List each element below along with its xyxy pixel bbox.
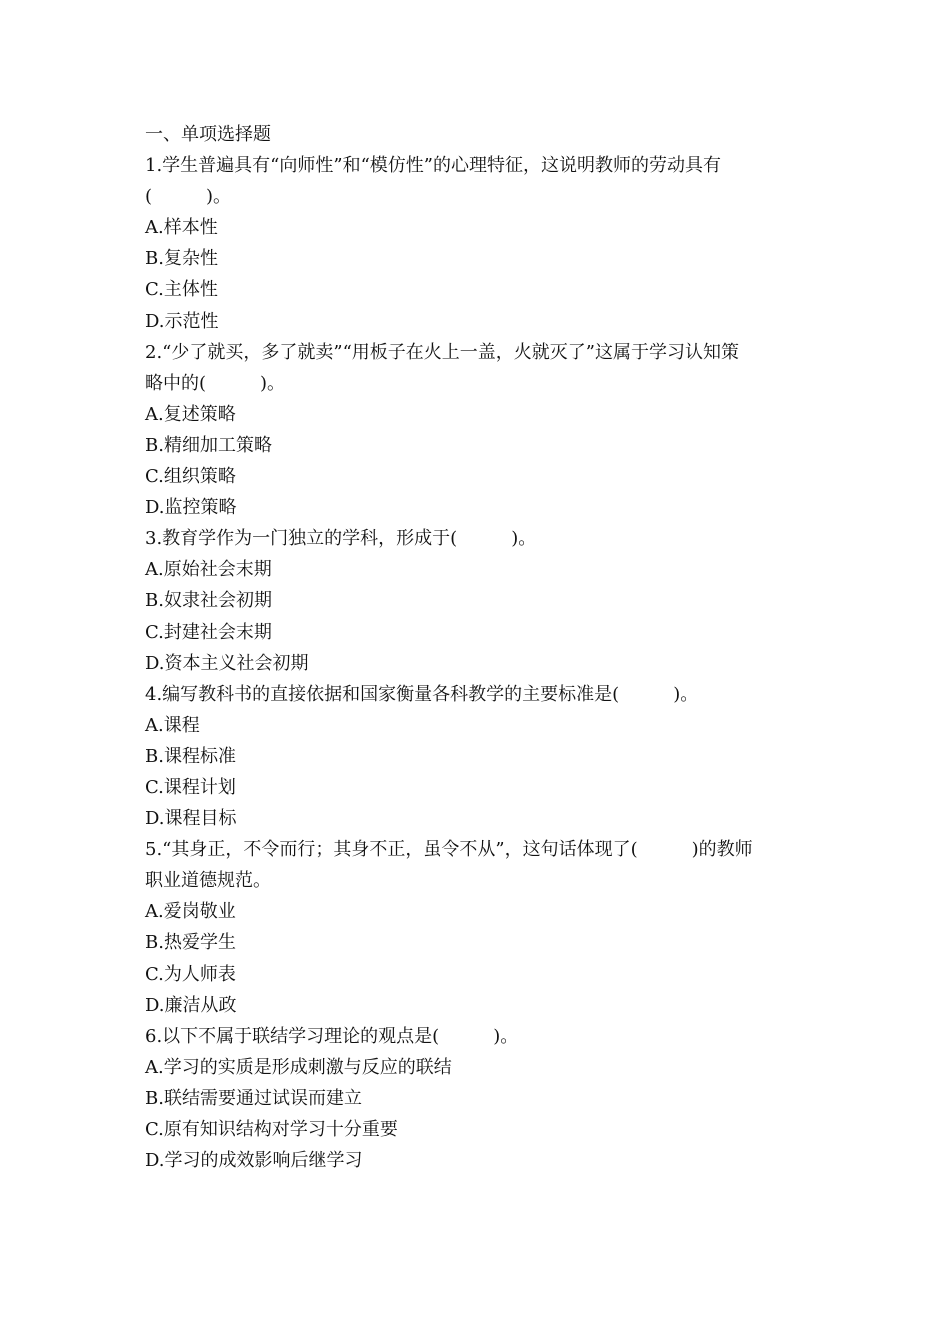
question-stem-line: 职业道德规范。 — [145, 870, 271, 892]
question-stem-line: 4.编写教科书的直接依据和国家衡量各科教学的主要标准是( )。 — [145, 683, 699, 705]
option-c: C.课程计划 — [145, 776, 236, 798]
option-a: A.爱岗敬业 — [145, 901, 236, 923]
option-d: D.廉洁从政 — [145, 994, 237, 1016]
option-b: B.课程标准 — [145, 745, 236, 767]
question-4 — [145, 679, 810, 834]
option-d: D.课程目标 — [145, 808, 237, 830]
option-b: B.复杂性 — [145, 248, 218, 270]
question-1 — [145, 150, 810, 337]
option-c: C.封建社会末期 — [145, 621, 272, 643]
question-stem-line: 3.教育学作为一门独立的学科，形成于( )。 — [145, 528, 537, 550]
option-a: A.复述策略 — [145, 403, 236, 425]
section-title: 一、单项选择题 — [145, 124, 271, 145]
question-5 — [145, 834, 810, 1021]
option-b: B.热爱学生 — [145, 932, 236, 954]
document-page — [145, 119, 810, 1176]
option-c: C.组织策略 — [145, 466, 236, 488]
option-a: A.学习的实质是形成刺激与反应的联结 — [145, 1056, 452, 1078]
question-stem-line: 6.以下不属于联结学习理论的观点是( )。 — [145, 1025, 519, 1047]
option-b: B.奴隶社会初期 — [145, 590, 272, 612]
question-3 — [145, 523, 810, 678]
question-stem-line: 5.“其身正，不令而行；其身不正，虽令不从”，这句话体现了( )的教师 — [145, 839, 753, 861]
option-d: D.监控策略 — [145, 497, 237, 519]
option-c: C.为人师表 — [145, 963, 236, 985]
question-stem-line: 略中的( )。 — [145, 372, 286, 394]
option-b: B.联结需要通过试误而建立 — [145, 1087, 362, 1109]
option-a: A.样本性 — [145, 217, 218, 239]
option-c: C.主体性 — [145, 279, 218, 301]
question-stem-line: 2.“少了就买，多了就卖”“用板子在火上一盖，火就灭了”这属于学习认知策 — [145, 341, 739, 363]
question-stem-line: 1.学生普遍具有“向师性”和“模仿性”的心理特征，这说明教师的劳动具有 — [145, 155, 721, 177]
option-d: D.学习的成效影响后继学习 — [145, 1150, 363, 1172]
option-b: B.精细加工策略 — [145, 434, 272, 456]
question-2 — [145, 337, 810, 524]
question-6 — [145, 1021, 810, 1176]
option-c: C.原有知识结构对学习十分重要 — [145, 1119, 398, 1140]
option-a: A.课程 — [145, 714, 200, 736]
option-a: A.原始社会末期 — [145, 559, 272, 581]
option-d: D.示范性 — [145, 310, 219, 332]
option-d: D.资本主义社会初期 — [145, 652, 309, 674]
question-stem-line: ( )。 — [145, 186, 232, 208]
